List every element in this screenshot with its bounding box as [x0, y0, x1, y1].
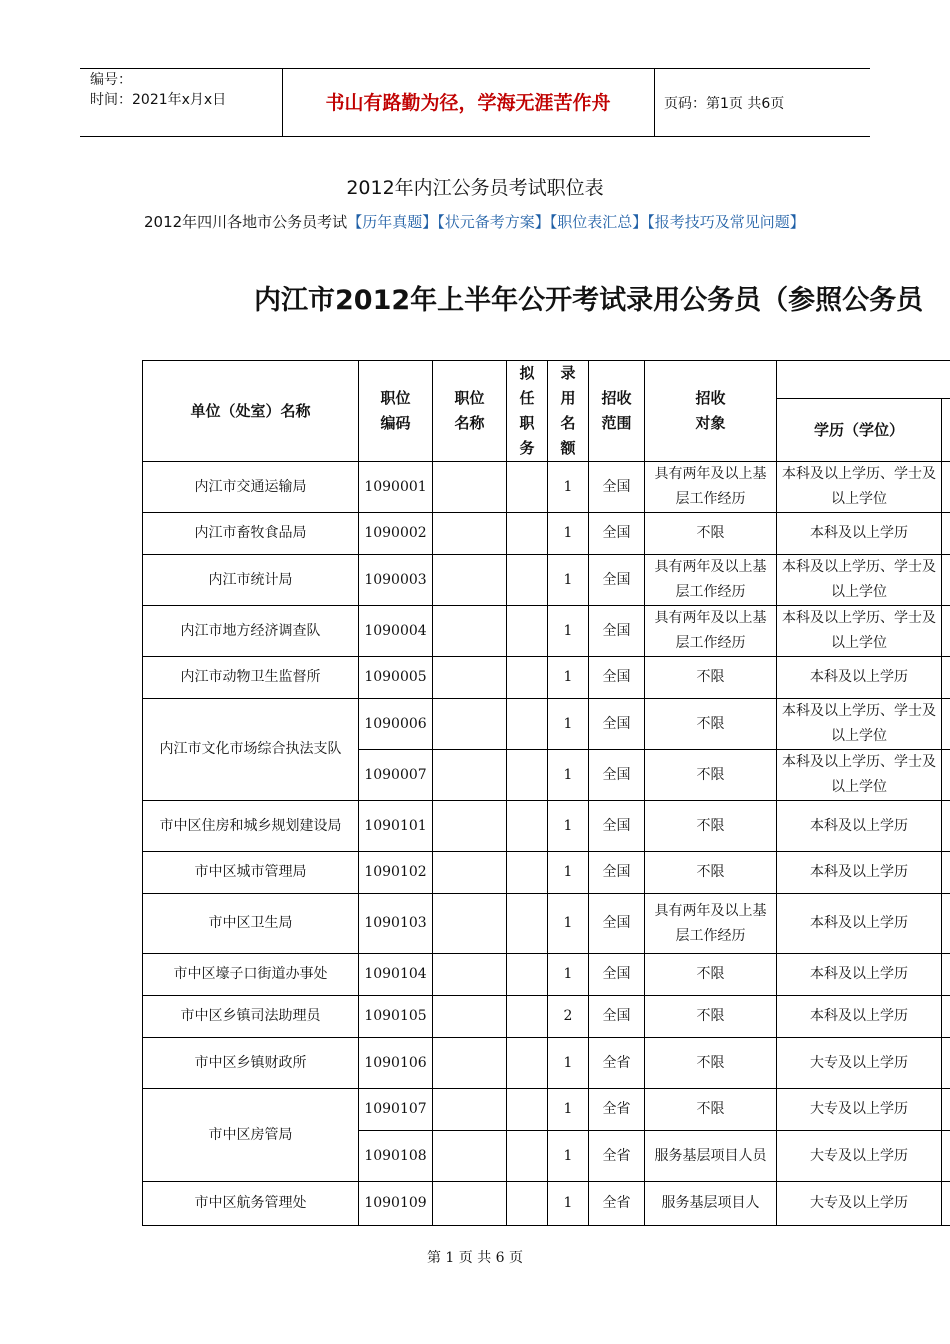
table-title: 内江市2012年上半年公开考试录用公务员（参照公务员: [254, 285, 924, 316]
cell-target: 不限: [645, 852, 777, 894]
cell-education: 本科及以上学历: [777, 852, 942, 894]
cell-position-name: [433, 1131, 507, 1182]
cell-quota: 1: [548, 699, 589, 750]
positions-table: [142, 360, 950, 1226]
cell-code: 1090109: [359, 1182, 433, 1226]
number-label: 编号：: [90, 72, 132, 88]
cell-education: 本科及以上学历、学士及以上学位: [777, 555, 942, 606]
link-past-exams[interactable]: 【历年真题】: [347, 213, 438, 231]
cell-quota: 1: [548, 555, 589, 606]
cell-position-name: [433, 801, 507, 852]
table-row: [143, 1182, 950, 1226]
table-row: [143, 996, 950, 1038]
cell-position-name: [433, 555, 507, 606]
cell-quota: 1: [548, 513, 589, 555]
cell-unit: 内江市文化市场综合执法支队: [143, 699, 359, 801]
cell-target: 不限: [645, 657, 777, 699]
cell-target: 不限: [645, 750, 777, 801]
cell-target: 不限: [645, 1089, 777, 1131]
cell-target: 具有两年及以上基层工作经历: [645, 462, 777, 513]
cell-quota: 1: [548, 606, 589, 657]
cell-cut-column: [942, 996, 950, 1038]
cell-position-name: [433, 699, 507, 750]
page-footer: 第 1 页 共 6 页: [426, 1250, 524, 1266]
cell-scope: 全国: [589, 852, 645, 894]
cell-intended-post: [507, 954, 548, 996]
cell-intended-post: [507, 1131, 548, 1182]
cell-code: 1090103: [359, 894, 433, 954]
header-divider: [654, 68, 655, 136]
cell-unit: 市中区乡镇司法助理员: [143, 996, 359, 1038]
cell-education: 本科及以上学历: [777, 996, 942, 1038]
cell-scope: 全国: [589, 462, 645, 513]
header-top-rule: [80, 68, 870, 69]
cell-quota: 1: [548, 1182, 589, 1226]
cell-position-name: [433, 462, 507, 513]
cell-code: 1090003: [359, 555, 433, 606]
cell-intended-post: [507, 1182, 548, 1226]
header-education: 学历（学位）: [777, 399, 942, 462]
cell-scope: 全国: [589, 801, 645, 852]
table-row: [143, 894, 950, 954]
table-row: [143, 657, 950, 699]
header-cut-column: [942, 399, 950, 462]
cell-education: 本科及以上学历: [777, 894, 942, 954]
cell-intended-post: [507, 750, 548, 801]
cell-quota: 1: [548, 1038, 589, 1089]
table-row: [143, 852, 950, 894]
cell-position-name: [433, 1038, 507, 1089]
cell-target: 服务基层项目人员: [645, 1131, 777, 1182]
cell-cut-column: [942, 513, 950, 555]
cell-intended-post: [507, 699, 548, 750]
cell-code: 1090101: [359, 801, 433, 852]
link-position-summary[interactable]: 【职位表汇总】: [549, 213, 648, 231]
cell-cut-column: [942, 852, 950, 894]
table-row: [143, 513, 950, 555]
cell-position-name: [433, 606, 507, 657]
cell-target: 服务基层项目人: [645, 1182, 777, 1226]
cell-position-name: [433, 1182, 507, 1226]
table-row: [143, 1038, 950, 1089]
cell-scope: 全国: [589, 750, 645, 801]
cell-quota: 2: [548, 996, 589, 1038]
cell-intended-post: [507, 657, 548, 699]
cell-unit: 内江市统计局: [143, 555, 359, 606]
cell-intended-post: [507, 555, 548, 606]
link-study-plan[interactable]: 【状元备考方案】: [437, 213, 550, 231]
cell-unit: 内江市动物卫生监督所: [143, 657, 359, 699]
intro-paragraph: [144, 210, 824, 235]
document-title: 2012年内江公务员考试职位表: [346, 177, 604, 199]
cell-education: 本科及以上学历、学士及以上学位: [777, 606, 942, 657]
cell-education: 本科及以上学历: [777, 513, 942, 555]
cell-cut-column: [942, 894, 950, 954]
cell-position-name: [433, 954, 507, 996]
cell-quota: 1: [548, 1089, 589, 1131]
table-row: [143, 699, 950, 750]
cell-unit: 市中区住房和城乡规划建设局: [143, 801, 359, 852]
cell-scope: 全国: [589, 606, 645, 657]
header-target: 招收对象: [645, 361, 777, 462]
cell-intended-post: [507, 996, 548, 1038]
cell-cut-column: [942, 1131, 950, 1182]
header-intended-post: 拟任职务: [507, 361, 548, 462]
cell-position-name: [433, 657, 507, 699]
cell-target: 不限: [645, 954, 777, 996]
cell-education: 大专及以上学历: [777, 1038, 942, 1089]
cell-cut-column: [942, 801, 950, 852]
cell-scope: 全国: [589, 954, 645, 996]
cell-unit: 市中区城市管理局: [143, 852, 359, 894]
intro-prefix: 2012年四川各地市公务员考试: [144, 213, 348, 231]
cell-scope: 全国: [589, 699, 645, 750]
link-exam-tips[interactable]: 【报考技巧及常见问题】: [647, 213, 805, 231]
cell-code: 1090001: [359, 462, 433, 513]
cell-code: 1090007: [359, 750, 433, 801]
header-scope: 招收范围: [589, 361, 645, 462]
cell-quota: 1: [548, 852, 589, 894]
cell-position-name: [433, 852, 507, 894]
cell-education: 本科及以上学历: [777, 954, 942, 996]
cell-education: 本科及以上学历、学士及以上学位: [777, 750, 942, 801]
header-page-label: 页码：第1页 共6页: [664, 96, 785, 112]
cell-education: 大专及以上学历: [777, 1089, 942, 1131]
cell-quota: 1: [548, 750, 589, 801]
cell-quota: 1: [548, 894, 589, 954]
header-motto: 书山有路勤为径，学海无涯苦作舟: [325, 92, 611, 114]
cell-cut-column: [942, 657, 950, 699]
cell-intended-post: [507, 1038, 548, 1089]
cell-cut-column: [942, 606, 950, 657]
header-unit: 单位（处室）名称: [143, 361, 359, 462]
cell-target: 不限: [645, 801, 777, 852]
cell-scope: 全省: [589, 1182, 645, 1226]
cell-unit: 市中区乡镇财政所: [143, 1038, 359, 1089]
cell-education: 大专及以上学历: [777, 1182, 942, 1226]
cell-code: 1090002: [359, 513, 433, 555]
cell-target: 不限: [645, 1038, 777, 1089]
table-row: [143, 954, 950, 996]
header-quota: 录用名额: [548, 361, 589, 462]
cell-target: 不限: [645, 513, 777, 555]
cell-unit: 市中区航务管理处: [143, 1182, 359, 1226]
cell-intended-post: [507, 606, 548, 657]
cell-scope: 全国: [589, 996, 645, 1038]
cell-position-name: [433, 894, 507, 954]
cell-quota: 1: [548, 462, 589, 513]
cell-scope: 全省: [589, 1089, 645, 1131]
cell-education: 本科及以上学历、学士及以上学位: [777, 699, 942, 750]
cell-cut-column: [942, 462, 950, 513]
cell-cut-column: [942, 954, 950, 996]
cell-scope: 全国: [589, 894, 645, 954]
cell-cut-column: [942, 699, 950, 750]
cell-code: 1090108: [359, 1131, 433, 1182]
cell-unit: 内江市畜牧食品局: [143, 513, 359, 555]
cell-code: 1090005: [359, 657, 433, 699]
cell-scope: 全省: [589, 1131, 645, 1182]
table-row: [143, 555, 950, 606]
cell-cut-column: [942, 1182, 950, 1226]
cell-target: 不限: [645, 699, 777, 750]
cell-position-name: [433, 513, 507, 555]
cell-code: 1090102: [359, 852, 433, 894]
header-position-name: 职位名称: [433, 361, 507, 462]
cell-unit: 市中区房管局: [143, 1089, 359, 1182]
header-bottom-rule: [80, 136, 870, 137]
cell-intended-post: [507, 462, 548, 513]
cell-intended-post: [507, 894, 548, 954]
cell-code: 1090006: [359, 699, 433, 750]
cell-quota: 1: [548, 657, 589, 699]
cell-code: 1090004: [359, 606, 433, 657]
cell-code: 1090107: [359, 1089, 433, 1131]
header-meta: [90, 70, 226, 110]
cell-scope: 全国: [589, 555, 645, 606]
cell-education: 大专及以上学历: [777, 1131, 942, 1182]
cell-target: 不限: [645, 996, 777, 1038]
cell-intended-post: [507, 852, 548, 894]
cell-cut-column: [942, 1089, 950, 1131]
cell-code: 1090106: [359, 1038, 433, 1089]
cell-position-name: [433, 996, 507, 1038]
cell-target: 具有两年及以上基层工作经历: [645, 606, 777, 657]
cell-quota: 1: [548, 1131, 589, 1182]
cell-target: 具有两年及以上基层工作经历: [645, 894, 777, 954]
cell-code: 1090105: [359, 996, 433, 1038]
cell-education: 本科及以上学历: [777, 657, 942, 699]
cell-cut-column: [942, 1038, 950, 1089]
cell-unit: 市中区壕子口街道办事处: [143, 954, 359, 996]
cell-intended-post: [507, 513, 548, 555]
cell-education: 本科及以上学历、学士及以上学位: [777, 462, 942, 513]
cell-education: 本科及以上学历: [777, 801, 942, 852]
table-row: [143, 801, 950, 852]
table-row: [143, 462, 950, 513]
cell-scope: 全省: [589, 1038, 645, 1089]
cell-quota: 1: [548, 954, 589, 996]
cell-cut-column: [942, 555, 950, 606]
cell-intended-post: [507, 1089, 548, 1131]
cell-quota: 1: [548, 801, 589, 852]
cell-intended-post: [507, 801, 548, 852]
header-qualification-group: [777, 361, 950, 399]
cell-unit: 内江市地方经济调查队: [143, 606, 359, 657]
cell-target: 具有两年及以上基层工作经历: [645, 555, 777, 606]
cell-scope: 全国: [589, 513, 645, 555]
cell-unit: 市中区卫生局: [143, 894, 359, 954]
cell-code: 1090104: [359, 954, 433, 996]
time-label: 时间：2021年x月x日: [90, 92, 227, 108]
header-code: 职位编码: [359, 361, 433, 462]
table-row: [143, 1089, 950, 1131]
cell-unit: 内江市交通运输局: [143, 462, 359, 513]
table-row: [143, 606, 950, 657]
cell-position-name: [433, 1089, 507, 1131]
cell-position-name: [433, 750, 507, 801]
cell-cut-column: [942, 750, 950, 801]
cell-scope: 全国: [589, 657, 645, 699]
